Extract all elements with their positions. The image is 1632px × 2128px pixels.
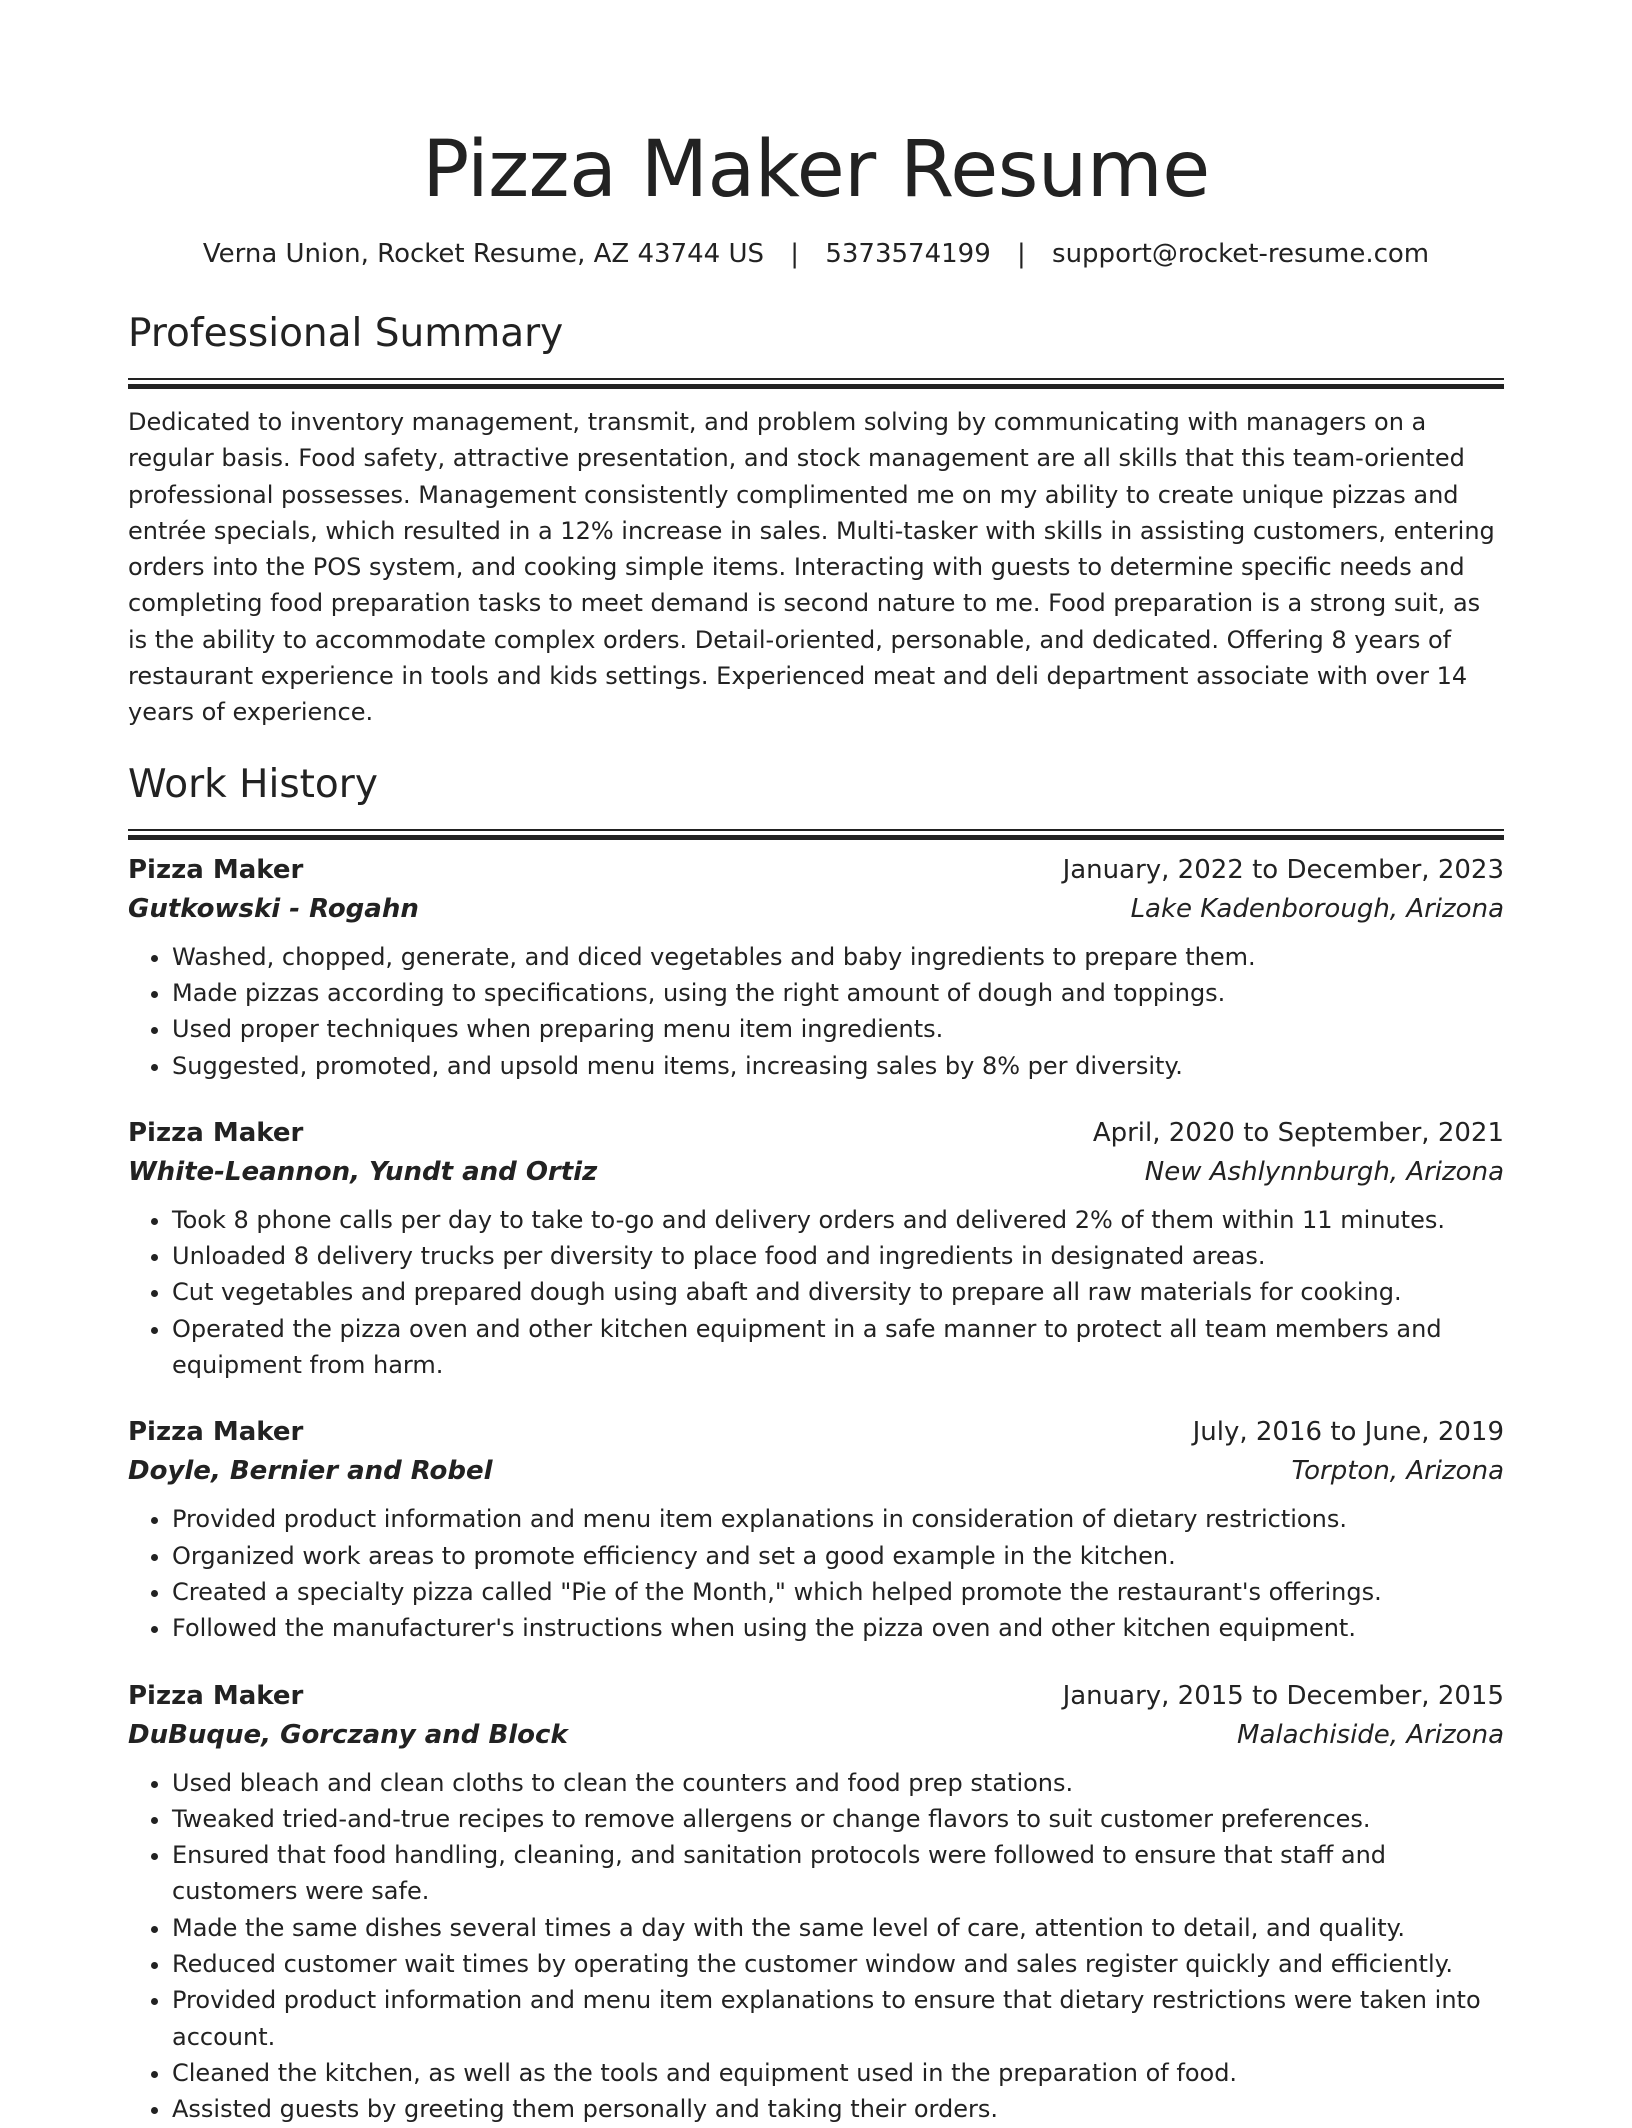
contact-address: Verna Union, Rocket Resume, AZ 43744 US	[202, 239, 765, 269]
job-title: Pizza Maker	[128, 1417, 304, 1448]
contact-separator: |	[790, 239, 800, 269]
job-bullet-list	[128, 939, 1504, 1084]
job-company: DuBuque, Gorczany and Block	[128, 1719, 568, 1750]
job-bullet: • Reduced customer wait times by operating the customer window and sales register quickly and efficiently.	[172, 1946, 1504, 1982]
job-dates: July, 2016 to June, 2019	[1192, 1417, 1504, 1448]
job-dates: April, 2020 to September, 2021	[1092, 1117, 1504, 1148]
job-dates: January, 2022 to December, 2023	[1062, 854, 1504, 885]
job-company: Doyle, Bernier and Robel	[128, 1456, 493, 1487]
job-bullet-list	[128, 1202, 1504, 1383]
professional-summary-section	[128, 308, 1504, 731]
summary-text: Dedicated to inventory management, transmit, and problem solving by communicating with managers on a regular basis. Food safety, attractive presentation, and stock management are all skills that this team-oriented professional possesses. Management consistently complimented me on my ability to create unique pizzas and entrée specials, which resulted in a 12% increase in sales. Multi-tasker with skills in assisting customers, entering orders into the POS system, and cooking simple items. Interacting with guests to determine specific needs and completing food preparation tasks to meet demand is second nature to me. Food preparation is a strong suit, as is the ability to accommodate complex orders. Detail-oriented, personable, and dedicated. Offering 8 years of restaurant experience in tools and kids settings. Experienced meat and deli department associate with over 14 years of experience.	[128, 408, 1495, 727]
job-bullet: • Provided product information and menu item explanations in consideration of dietary restrictions.	[172, 1501, 1504, 1537]
job-title: Pizza Maker	[128, 1680, 304, 1711]
job-bullet: • Unloaded 8 delivery trucks per diversity to place food and ingredients in designated areas.	[172, 1238, 1504, 1274]
job-dates: January, 2015 to December, 2015	[1062, 1680, 1504, 1711]
job-bullet: • Tweaked tried-and-true recipes to remove allergens or change flavors to suit customer preferences.	[172, 1801, 1504, 1837]
job-location: Lake Kadenborough, Arizona	[1130, 893, 1504, 924]
contact-email: support@rocket-resume.com	[1052, 239, 1430, 269]
job-bullet: • Cut vegetables and prepared dough using abaft and diversity to prepare all raw materials for cooking.	[172, 1274, 1504, 1310]
job-company: Gutkowski - Rogahn	[128, 893, 419, 924]
section-divider	[128, 378, 1504, 388]
job-company-row	[128, 890, 1504, 929]
job-entry	[128, 1413, 1504, 1646]
job-bullet: • Created a specialty pizza called "Pie of the Month," which helped promote the restaurant's offerings.	[172, 1574, 1504, 1610]
resume-title: Pizza Maker Resume	[422, 125, 1210, 215]
job-bullet: • Assisted guests by greeting them personally and taking their orders.	[172, 2091, 1504, 2127]
job-location: New Ashlynnburgh, Arizona	[1144, 1156, 1504, 1187]
job-bullet: • Suggested, promoted, and upsold menu items, increasing sales by 8% per diversity.	[172, 1048, 1504, 1084]
job-bullet: • Made pizzas according to specifications, using the right amount of dough and toppings.	[172, 975, 1504, 1011]
job-bullet: • Used proper techniques when preparing menu item ingredients.	[172, 1011, 1504, 1047]
work-history-section	[128, 759, 1504, 2128]
job-location: Malachiside, Arizona	[1237, 1719, 1504, 1750]
job-bullet: • Cleaned the kitchen, as well as the tools and equipment used in the preparation of food.	[172, 2055, 1504, 2091]
job-header-row	[128, 1413, 1504, 1452]
job-bullet: • Took 8 phone calls per day to take to-go and delivery orders and delivered 2% of them within 11 minutes.	[172, 1202, 1504, 1238]
job-title: Pizza Maker	[128, 854, 304, 885]
job-bullet: • Made the same dishes several times a day with the same level of care, attention to detail, and quality.	[172, 1910, 1504, 1946]
job-bullet: • Used bleach and clean cloths to clean the counters and food prep stations.	[172, 1765, 1504, 1801]
section-heading-work-history: Work History	[128, 761, 378, 807]
job-title: Pizza Maker	[128, 1117, 304, 1148]
job-bullet: • Operated the pizza oven and other kitchen equipment in a safe manner to protect all team members and equipment from harm.	[172, 1311, 1504, 1384]
contact-line	[128, 236, 1504, 272]
job-company: White-Leannon, Yundt and Ortiz	[128, 1156, 598, 1187]
contact-phone: 5373574199	[825, 239, 991, 269]
job-bullet-list	[128, 1765, 1504, 2128]
job-bullet: • Ensured that food handling, cleaning, and sanitation protocols were followed to ensure that staff and customers were safe.	[172, 1837, 1504, 1910]
job-entry	[128, 1114, 1504, 1383]
job-entry	[128, 851, 1504, 1084]
job-bullet: • Provided product information and menu item explanations to ensure that dietary restrictions were taken into account.	[172, 1982, 1504, 2055]
job-header-row	[128, 1677, 1504, 1716]
job-location: Torpton, Arizona	[1291, 1456, 1504, 1487]
section-divider	[128, 829, 1504, 839]
job-company-row	[128, 1153, 1504, 1192]
job-entry	[128, 1677, 1504, 2128]
job-company-row	[128, 1452, 1504, 1491]
job-header-row	[128, 851, 1504, 890]
job-bullet: • Organized work areas to promote efficiency and set a good example in the kitchen.	[172, 1538, 1504, 1574]
contact-separator: |	[1017, 239, 1026, 269]
job-list	[128, 851, 1504, 2128]
section-heading-summary: Professional Summary	[128, 311, 564, 356]
job-bullet-list	[128, 1501, 1504, 1646]
job-company-row	[128, 1716, 1504, 1755]
job-bullet: • Washed, chopped, generate, and diced vegetables and baby ingredients to prepare them.	[172, 939, 1504, 975]
job-header-row	[128, 1114, 1504, 1153]
job-bullet: • Followed the manufacturer's instructions when using the pizza oven and other kitchen equipment.	[172, 1610, 1504, 1646]
